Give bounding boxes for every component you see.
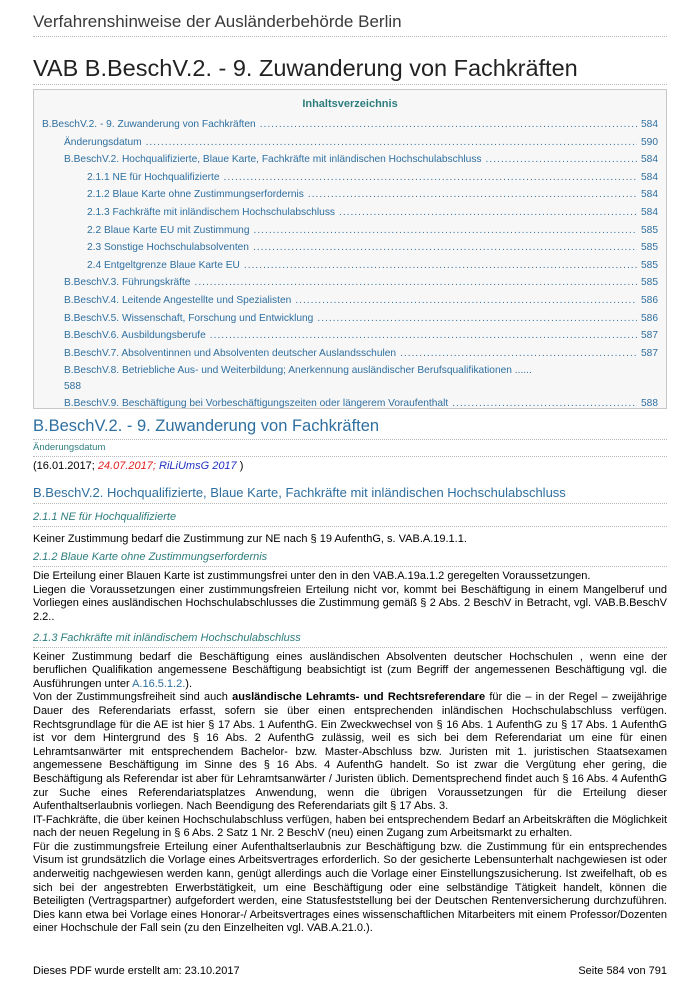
subsection-heading: B.BeschV.2. Hochqualifizierte, Blaue Karte, Fachkräfte mit inländischen Hochschulabschluss: [33, 485, 667, 504]
page: [33, 0, 667, 936]
s213-paragraph-1: Keiner Zustimmung bedarf die Beschäftigung eines ausländischen Absolventen deutscher Hochschulen , wenn eine der beruflichen Qualifikation angemessene Beschäftigung beabsichtigt ist (zum Begriff der angemessenen Beschäftigung vgl. die Ausführungen unter A.16.5.1.2.).: [33, 650, 667, 690]
footer-created: Dieses PDF wurde erstellt am: 23.10.2017: [33, 965, 240, 977]
s212-heading: 2.1.2 Blaue Karte ohne Zustimmungserfordernis: [33, 551, 667, 567]
toc-entry[interactable]: B.BeschV.2. - 9. Zuwanderung von Fachkräften ..... 584: [42, 116, 658, 134]
toc-entry[interactable]: 2.3 Sonstige Hochschulabsolventen ..... 585: [42, 239, 658, 257]
footer-page-number: Seite 584 von 791: [578, 965, 667, 977]
s212-paragraph-2: Liegen die Voraussetzungen einer zustimmungsfreien Erteilung nicht vor, kommt bei Beschäftigung in einem Mangelberuf und Vorliegen eines ausländischen Hochschulabschlusses die Zustimmung gemäß § 2 Abs. 2 BeschV in Betracht, vgl. VAB.B.BeschV 2.2..: [33, 583, 667, 623]
toc-entry[interactable]: 2.2 Blaue Karte EU mit Zustimmung ..... 585: [42, 222, 658, 240]
toc-entry[interactable]: B.BeschV.6. Ausbildungsberufe ..... 587: [42, 327, 658, 345]
change-date-label: Änderungsdatum: [33, 442, 667, 457]
toc-entry[interactable]: B.BeschV.4. Leitende Angestellte und Spezialisten ..... 586: [42, 292, 658, 310]
s213-paragraph-2: Von der Zustimmungsfreiheit sind auch ausländische Lehramts- und Rechtsreferendare für die – in der Regel – zweijährige Dauer des Referendariats erfasst, sofern sie über einen entsprechenden inländischen Hochschulabschluss verfügen. Rechtsgrundlage für die AE ist hier § 17 Abs. 1 AufenthG. Ein Zweckwechsel von § 16 Abs. 1 AufenthG zu § 17 Abs. 1 AufenthG ist vor dem Hintergrund des § 16 Abs. 2 AufenthG zulässig, weil es sich bei dem Referendariat um eine für einen Lehramtsanwärter mit entsprechendem Bachelor- bzw. Master-Abschluss bzw. Juristen mit 1. juristischen Staatsexamen angemessene Beschäftigung im Sinne des § 16 Abs. 4 AufenthG handelt. So ist zwar die Vergütung eher gering, die Beschäftigung als Referendar ist aber für Lehramtsanwärter / Juristen üblich. Dementsprechend findet auch § 16 Abs. 4 AufenthG zur Suche eines Referendariatsplatzes Anwendung, wenn die übrigen Voraussetzungen für die Erteilung dieser Aufenthaltserlaubnis vorliegen. Nach Beendigung des Referendariats gilt § 17 Abs. 3.: [33, 691, 667, 813]
page-footer: [33, 965, 667, 977]
s212-paragraph-1: Die Erteilung einer Blauen Karte ist zustimmungsfrei unter den in den VAB.A.19a.1.2 geregelten Voraussetzungen.: [33, 570, 591, 583]
page-title: VAB B.BeschV.2. - 9. Zuwanderung von Fachkräften: [33, 53, 667, 85]
toc-entry[interactable]: Änderungsdatum ..... 590: [42, 134, 658, 152]
toc-entry[interactable]: B.BeschV.9. Beschäftigung bei Vorbeschäftigungszeiten oder längerem Voraufenthalt ..... 588: [42, 395, 658, 413]
running-header: Verfahrenshinweise der Ausländerbehörde Berlin: [33, 0, 667, 37]
change-date-link[interactable]: RiLiUmsG 2017: [159, 460, 237, 472]
toc-entry[interactable]: 2.1.1 NE für Hochqualifizierte ..... 584: [42, 169, 658, 187]
toc-entry[interactable]: B.BeschV.3. Führungskräfte ..... 585: [42, 274, 658, 292]
section-heading: B.BeschV.2. - 9. Zuwanderung von Fachkräften: [33, 417, 667, 440]
toc-entry[interactable]: 2.1.2 Blaue Karte ohne Zustimmungserfordernis ..... 584: [42, 186, 658, 204]
change-date-red: 24.07.2017;: [97, 460, 156, 472]
s211-text: Keiner Zustimmung bedarf die Zustimmung zur NE nach § 19 AufenthG, s. VAB.A.19.1.1.: [33, 532, 467, 545]
toc-entry[interactable]: B.BeschV.2. Hochqualifizierte, Blaue Karte, Fachkräfte mit inländischen Hochschulabschluss ..... 584: [42, 151, 658, 169]
table-of-contents: [33, 89, 667, 409]
change-date-line: (16.01.2017; 24.07.2017; RiLiUmsG 2017 ): [33, 460, 244, 472]
toc-entry[interactable]: 2.1.3 Fachkräfte mit inländischem Hochschulabschluss ..... 584: [42, 204, 658, 222]
toc-entry[interactable]: B.BeschV.5. Wissenschaft, Forschung und Entwicklung ..... 586: [42, 310, 658, 328]
toc-entry[interactable]: 2.4 Entgeltgrenze Blaue Karte EU ..... 585: [42, 257, 658, 275]
toc-heading: Inhaltsverzeichnis: [302, 98, 398, 110]
s213-paragraph-4: Für die zustimmungsfreie Erteilung einer Aufenthaltserlaubnis zur Beschäftigung bzw. die Zustimmung für ein entsprechendes Visum ist grundsätzlich die Vorlage eines Arbeitsvertrages erforderlich. So der gesicherte Lebensunterhalt nachgewiesen ist oder anderweitig nachgewiesen werden kann, genügt allerdings auch die Vorlage einer Einstellungszusicherung. Ist zweifelhaft, ob es sich bei der angestrebten Erwerbstätigkeit, um eine Beschäftigung oder eine selbständige Tätigkeit handelt, können die Beteiligten (Vertragspartner) aufgefordert werden, eine Statusfeststellung bei der Deutschen Rentenversicherung durchzuführen. Dies kann etwa bei Vorlage eines Honorar-/ Arbeitsvertrages eines wissenschaftlichen Mitarbeiters mit einem Professor/Dozenten einer Hochschule der Fall sein (zu den Einzelheiten vgl. VAB.A.21.0.).: [33, 840, 667, 935]
s213-paragraph-3: IT-Fachkräfte, die über keinen Hochschulabschluss verfügen, haben bei entsprechendem Bedarf an Arbeitskräften die Möglichkeit nach der neuen Regelung in § 6 Abs. 2 Satz 1 Nr. 2 BeschV (neu) einen Zugang zum Arbeitsmarkt zu erhalten.: [33, 813, 667, 840]
toc-entry[interactable]: B.BeschV.7. Absolventinnen und Absolventen deutscher Auslandsschulen ..... 587: [42, 345, 658, 363]
s211-heading: 2.1.1 NE für Hochqualifizierte: [33, 511, 667, 527]
s213-heading: 2.1.3 Fachkräfte mit inländischem Hochschulabschluss: [33, 632, 667, 648]
toc-entry[interactable]: B.BeschV.8. Betriebliche Aus- und Weiterbildung; Anerkennung ausländischer Berufsqualifikationen ...... 588: [64, 365, 532, 392]
reference-link[interactable]: A.16.5.1.2.: [132, 677, 186, 690]
